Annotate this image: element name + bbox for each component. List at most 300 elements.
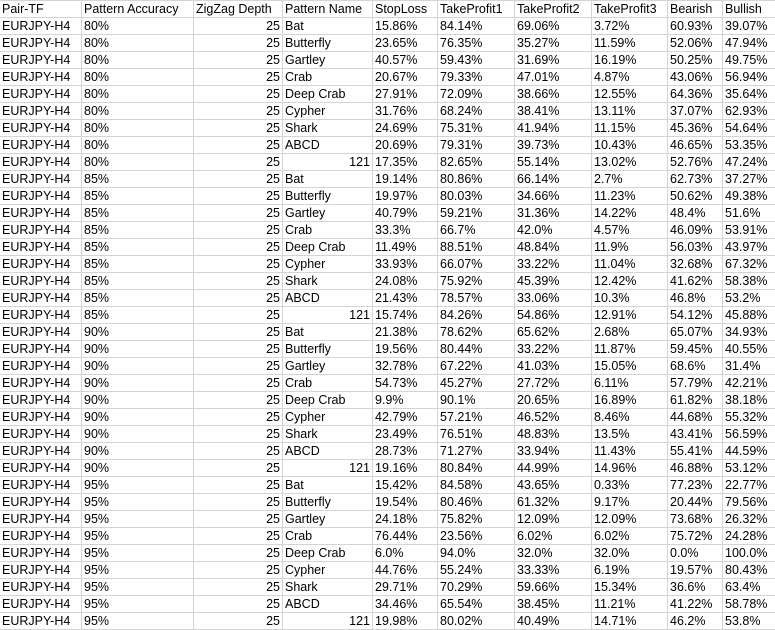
cell-bearish[interactable]: 41.22% bbox=[668, 596, 723, 613]
cell-takeprofit2[interactable]: 31.69% bbox=[515, 52, 592, 69]
cell-takeprofit1[interactable]: 75.92% bbox=[438, 273, 515, 290]
cell-bearish[interactable]: 60.93% bbox=[668, 18, 723, 35]
cell-pair-tf[interactable]: EURJPY-H4 bbox=[0, 426, 82, 443]
cell-pair-tf[interactable]: EURJPY-H4 bbox=[0, 256, 82, 273]
cell-pattern-accuracy[interactable]: 80% bbox=[82, 103, 194, 120]
cell-takeprofit2[interactable]: 48.83% bbox=[515, 426, 592, 443]
cell-takeprofit2[interactable]: 38.41% bbox=[515, 103, 592, 120]
cell-pair-tf[interactable]: EURJPY-H4 bbox=[0, 358, 82, 375]
cell-pattern-accuracy[interactable]: 95% bbox=[82, 613, 194, 630]
cell-takeprofit3[interactable]: 12.91% bbox=[592, 307, 668, 324]
cell-takeprofit1[interactable]: 59.43% bbox=[438, 52, 515, 69]
cell-takeprofit3[interactable]: 4.87% bbox=[592, 69, 668, 86]
cell-bullish[interactable]: 26.32% bbox=[723, 511, 775, 528]
cell-pattern-name[interactable]: Butterfly bbox=[283, 494, 373, 511]
cell-bullish[interactable]: 24.28% bbox=[723, 528, 775, 545]
cell-takeprofit1[interactable]: 70.29% bbox=[438, 579, 515, 596]
cell-bearish[interactable]: 46.2% bbox=[668, 613, 723, 630]
cell-zigzag-depth[interactable]: 25 bbox=[194, 307, 283, 324]
cell-pattern-name[interactable]: Bat bbox=[283, 477, 373, 494]
cell-takeprofit3[interactable]: 10.43% bbox=[592, 137, 668, 154]
cell-pattern-accuracy[interactable]: 95% bbox=[82, 596, 194, 613]
cell-pair-tf[interactable]: EURJPY-H4 bbox=[0, 409, 82, 426]
cell-takeprofit2[interactable]: 41.03% bbox=[515, 358, 592, 375]
cell-pattern-name[interactable]: Bat bbox=[283, 324, 373, 341]
cell-pattern-name[interactable]: Deep Crab bbox=[283, 545, 373, 562]
cell-bullish[interactable]: 51.6% bbox=[723, 205, 775, 222]
cell-takeprofit2[interactable]: 33.06% bbox=[515, 290, 592, 307]
cell-bullish[interactable]: 53.91% bbox=[723, 222, 775, 239]
cell-takeprofit3[interactable]: 15.34% bbox=[592, 579, 668, 596]
cell-bullish[interactable]: 63.4% bbox=[723, 579, 775, 596]
cell-pattern-accuracy[interactable]: 80% bbox=[82, 35, 194, 52]
cell-takeprofit3[interactable]: 12.09% bbox=[592, 511, 668, 528]
cell-takeprofit2[interactable]: 48.84% bbox=[515, 239, 592, 256]
cell-bullish[interactable]: 67.32% bbox=[723, 256, 775, 273]
cell-takeprofit3[interactable]: 16.89% bbox=[592, 392, 668, 409]
cell-takeprofit3[interactable]: 13.11% bbox=[592, 103, 668, 120]
cell-stoploss[interactable]: 24.18% bbox=[373, 511, 438, 528]
header-cell-bullish[interactable]: Bullish bbox=[723, 1, 775, 18]
cell-pattern-name[interactable]: Cypher bbox=[283, 409, 373, 426]
cell-bullish[interactable]: 53.35% bbox=[723, 137, 775, 154]
cell-stoploss[interactable]: 20.67% bbox=[373, 69, 438, 86]
cell-pattern-name[interactable]: 121 bbox=[283, 460, 373, 477]
cell-bullish[interactable]: 42.21% bbox=[723, 375, 775, 392]
cell-takeprofit1[interactable]: 65.54% bbox=[438, 596, 515, 613]
cell-stoploss[interactable]: 44.76% bbox=[373, 562, 438, 579]
cell-takeprofit2[interactable]: 41.94% bbox=[515, 120, 592, 137]
cell-pattern-accuracy[interactable]: 95% bbox=[82, 511, 194, 528]
cell-stoploss[interactable]: 23.65% bbox=[373, 35, 438, 52]
cell-takeprofit3[interactable]: 11.87% bbox=[592, 341, 668, 358]
cell-pair-tf[interactable]: EURJPY-H4 bbox=[0, 103, 82, 120]
cell-pattern-name[interactable]: ABCD bbox=[283, 596, 373, 613]
cell-pair-tf[interactable]: EURJPY-H4 bbox=[0, 52, 82, 69]
cell-bearish[interactable]: 50.62% bbox=[668, 188, 723, 205]
cell-takeprofit1[interactable]: 78.62% bbox=[438, 324, 515, 341]
cell-takeprofit1[interactable]: 80.03% bbox=[438, 188, 515, 205]
cell-pattern-accuracy[interactable]: 90% bbox=[82, 392, 194, 409]
cell-takeprofit2[interactable]: 46.52% bbox=[515, 409, 592, 426]
cell-takeprofit1[interactable]: 80.02% bbox=[438, 613, 515, 630]
cell-takeprofit2[interactable]: 27.72% bbox=[515, 375, 592, 392]
cell-pair-tf[interactable]: EURJPY-H4 bbox=[0, 392, 82, 409]
cell-bullish[interactable]: 35.64% bbox=[723, 86, 775, 103]
cell-zigzag-depth[interactable]: 25 bbox=[194, 613, 283, 630]
cell-stoploss[interactable]: 27.91% bbox=[373, 86, 438, 103]
cell-takeprofit2[interactable]: 31.36% bbox=[515, 205, 592, 222]
cell-bearish[interactable]: 44.68% bbox=[668, 409, 723, 426]
cell-bearish[interactable]: 77.23% bbox=[668, 477, 723, 494]
cell-pair-tf[interactable]: EURJPY-H4 bbox=[0, 273, 82, 290]
cell-pattern-name[interactable]: Cypher bbox=[283, 103, 373, 120]
cell-bullish[interactable]: 31.4% bbox=[723, 358, 775, 375]
cell-stoploss[interactable]: 19.14% bbox=[373, 171, 438, 188]
cell-pair-tf[interactable]: EURJPY-H4 bbox=[0, 137, 82, 154]
cell-stoploss[interactable]: 32.78% bbox=[373, 358, 438, 375]
cell-takeprofit1[interactable]: 55.24% bbox=[438, 562, 515, 579]
cell-takeprofit3[interactable]: 15.05% bbox=[592, 358, 668, 375]
cell-takeprofit2[interactable]: 47.01% bbox=[515, 69, 592, 86]
cell-takeprofit3[interactable]: 0.33% bbox=[592, 477, 668, 494]
cell-pattern-accuracy[interactable]: 95% bbox=[82, 528, 194, 545]
cell-bullish[interactable]: 49.38% bbox=[723, 188, 775, 205]
cell-takeprofit3[interactable]: 13.02% bbox=[592, 154, 668, 171]
cell-pattern-accuracy[interactable]: 85% bbox=[82, 290, 194, 307]
cell-pair-tf[interactable]: EURJPY-H4 bbox=[0, 120, 82, 137]
cell-bullish[interactable]: 56.59% bbox=[723, 426, 775, 443]
cell-takeprofit2[interactable]: 12.09% bbox=[515, 511, 592, 528]
cell-pair-tf[interactable]: EURJPY-H4 bbox=[0, 562, 82, 579]
cell-bullish[interactable]: 80.43% bbox=[723, 562, 775, 579]
cell-bullish[interactable]: 53.2% bbox=[723, 290, 775, 307]
cell-bearish[interactable]: 36.6% bbox=[668, 579, 723, 596]
cell-takeprofit1[interactable]: 66.7% bbox=[438, 222, 515, 239]
cell-bullish[interactable]: 44.59% bbox=[723, 443, 775, 460]
cell-pattern-name[interactable]: Gartley bbox=[283, 205, 373, 222]
cell-bullish[interactable]: 22.77% bbox=[723, 477, 775, 494]
cell-bearish[interactable]: 48.4% bbox=[668, 205, 723, 222]
header-cell-takeprofit2[interactable]: TakeProfit2 bbox=[515, 1, 592, 18]
header-cell-stoploss[interactable]: StopLoss bbox=[373, 1, 438, 18]
cell-takeprofit1[interactable]: 90.1% bbox=[438, 392, 515, 409]
cell-pattern-accuracy[interactable]: 80% bbox=[82, 86, 194, 103]
cell-zigzag-depth[interactable]: 25 bbox=[194, 52, 283, 69]
cell-takeprofit1[interactable]: 84.58% bbox=[438, 477, 515, 494]
cell-takeprofit1[interactable]: 76.51% bbox=[438, 426, 515, 443]
cell-pair-tf[interactable]: EURJPY-H4 bbox=[0, 545, 82, 562]
cell-zigzag-depth[interactable]: 25 bbox=[194, 273, 283, 290]
cell-bearish[interactable]: 41.62% bbox=[668, 273, 723, 290]
cell-pattern-accuracy[interactable]: 85% bbox=[82, 188, 194, 205]
cell-bearish[interactable]: 75.72% bbox=[668, 528, 723, 545]
cell-pair-tf[interactable]: EURJPY-H4 bbox=[0, 528, 82, 545]
cell-zigzag-depth[interactable]: 25 bbox=[194, 86, 283, 103]
cell-bullish[interactable]: 54.64% bbox=[723, 120, 775, 137]
cell-pair-tf[interactable]: EURJPY-H4 bbox=[0, 35, 82, 52]
cell-takeprofit3[interactable]: 13.5% bbox=[592, 426, 668, 443]
cell-takeprofit2[interactable]: 20.65% bbox=[515, 392, 592, 409]
cell-pattern-name[interactable]: Crab bbox=[283, 528, 373, 545]
header-cell-pair-tf[interactable]: Pair-TF bbox=[0, 1, 82, 18]
cell-zigzag-depth[interactable]: 25 bbox=[194, 341, 283, 358]
cell-takeprofit3[interactable]: 11.59% bbox=[592, 35, 668, 52]
header-cell-pattern-name[interactable]: Pattern Name bbox=[283, 1, 373, 18]
cell-bullish[interactable]: 45.88% bbox=[723, 307, 775, 324]
cell-takeprofit1[interactable]: 80.44% bbox=[438, 341, 515, 358]
cell-bearish[interactable]: 46.65% bbox=[668, 137, 723, 154]
cell-takeprofit2[interactable]: 55.14% bbox=[515, 154, 592, 171]
cell-takeprofit3[interactable]: 12.42% bbox=[592, 273, 668, 290]
cell-pattern-name[interactable]: Deep Crab bbox=[283, 86, 373, 103]
cell-pair-tf[interactable]: EURJPY-H4 bbox=[0, 205, 82, 222]
cell-takeprofit2[interactable]: 33.22% bbox=[515, 341, 592, 358]
cell-takeprofit3[interactable]: 4.57% bbox=[592, 222, 668, 239]
cell-pattern-name[interactable]: Shark bbox=[283, 426, 373, 443]
cell-takeprofit1[interactable]: 23.56% bbox=[438, 528, 515, 545]
cell-takeprofit1[interactable]: 94.0% bbox=[438, 545, 515, 562]
cell-takeprofit2[interactable]: 38.66% bbox=[515, 86, 592, 103]
cell-zigzag-depth[interactable]: 25 bbox=[194, 494, 283, 511]
cell-stoploss[interactable]: 21.43% bbox=[373, 290, 438, 307]
cell-pattern-accuracy[interactable]: 90% bbox=[82, 324, 194, 341]
cell-takeprofit1[interactable]: 68.24% bbox=[438, 103, 515, 120]
cell-pair-tf[interactable]: EURJPY-H4 bbox=[0, 511, 82, 528]
header-cell-zigzag-depth[interactable]: ZigZag Depth bbox=[194, 1, 283, 18]
cell-pair-tf[interactable]: EURJPY-H4 bbox=[0, 222, 82, 239]
cell-pattern-name[interactable]: Bat bbox=[283, 171, 373, 188]
cell-zigzag-depth[interactable]: 25 bbox=[194, 443, 283, 460]
cell-bullish[interactable]: 53.12% bbox=[723, 460, 775, 477]
cell-pattern-name[interactable]: Cypher bbox=[283, 562, 373, 579]
cell-takeprofit3[interactable]: 11.04% bbox=[592, 256, 668, 273]
cell-bearish[interactable]: 55.41% bbox=[668, 443, 723, 460]
cell-bearish[interactable]: 43.06% bbox=[668, 69, 723, 86]
cell-bearish[interactable]: 56.03% bbox=[668, 239, 723, 256]
cell-pattern-accuracy[interactable]: 85% bbox=[82, 256, 194, 273]
cell-pattern-name[interactable]: 121 bbox=[283, 154, 373, 171]
cell-bearish[interactable]: 20.44% bbox=[668, 494, 723, 511]
cell-stoploss[interactable]: 33.93% bbox=[373, 256, 438, 273]
cell-stoploss[interactable]: 15.74% bbox=[373, 307, 438, 324]
cell-pattern-name[interactable]: Gartley bbox=[283, 358, 373, 375]
cell-takeprofit2[interactable]: 65.62% bbox=[515, 324, 592, 341]
cell-bearish[interactable]: 50.25% bbox=[668, 52, 723, 69]
cell-stoploss[interactable]: 76.44% bbox=[373, 528, 438, 545]
header-cell-takeprofit3[interactable]: TakeProfit3 bbox=[592, 1, 668, 18]
cell-takeprofit2[interactable]: 43.65% bbox=[515, 477, 592, 494]
cell-pattern-accuracy[interactable]: 85% bbox=[82, 171, 194, 188]
cell-zigzag-depth[interactable]: 25 bbox=[194, 35, 283, 52]
cell-takeprofit3[interactable]: 10.3% bbox=[592, 290, 668, 307]
cell-bullish[interactable]: 34.93% bbox=[723, 324, 775, 341]
cell-zigzag-depth[interactable]: 25 bbox=[194, 239, 283, 256]
cell-pattern-name[interactable]: Bat bbox=[283, 18, 373, 35]
cell-bearish[interactable]: 52.76% bbox=[668, 154, 723, 171]
cell-bullish[interactable]: 47.94% bbox=[723, 35, 775, 52]
cell-bearish[interactable]: 46.09% bbox=[668, 222, 723, 239]
cell-pattern-name[interactable]: ABCD bbox=[283, 443, 373, 460]
cell-pattern-accuracy[interactable]: 85% bbox=[82, 205, 194, 222]
cell-pattern-name[interactable]: Cypher bbox=[283, 256, 373, 273]
cell-takeprofit2[interactable]: 45.39% bbox=[515, 273, 592, 290]
cell-takeprofit1[interactable]: 71.27% bbox=[438, 443, 515, 460]
cell-pattern-accuracy[interactable]: 80% bbox=[82, 154, 194, 171]
cell-takeprofit3[interactable]: 11.9% bbox=[592, 239, 668, 256]
cell-stoploss[interactable]: 19.98% bbox=[373, 613, 438, 630]
cell-pattern-accuracy[interactable]: 80% bbox=[82, 69, 194, 86]
cell-takeprofit1[interactable]: 72.09% bbox=[438, 86, 515, 103]
cell-pattern-name[interactable]: Butterfly bbox=[283, 35, 373, 52]
cell-bullish[interactable]: 58.78% bbox=[723, 596, 775, 613]
cell-bearish[interactable]: 57.79% bbox=[668, 375, 723, 392]
cell-pair-tf[interactable]: EURJPY-H4 bbox=[0, 460, 82, 477]
cell-takeprofit1[interactable]: 67.22% bbox=[438, 358, 515, 375]
cell-zigzag-depth[interactable]: 25 bbox=[194, 579, 283, 596]
cell-pattern-name[interactable]: Shark bbox=[283, 120, 373, 137]
cell-pattern-name[interactable]: Butterfly bbox=[283, 188, 373, 205]
cell-takeprofit3[interactable]: 11.15% bbox=[592, 120, 668, 137]
cell-takeprofit1[interactable]: 80.84% bbox=[438, 460, 515, 477]
cell-bearish[interactable]: 0.0% bbox=[668, 545, 723, 562]
cell-pattern-name[interactable]: 121 bbox=[283, 307, 373, 324]
cell-stoploss[interactable]: 54.73% bbox=[373, 375, 438, 392]
cell-takeprofit2[interactable]: 32.0% bbox=[515, 545, 592, 562]
cell-zigzag-depth[interactable]: 25 bbox=[194, 69, 283, 86]
cell-stoploss[interactable]: 11.49% bbox=[373, 239, 438, 256]
cell-bearish[interactable]: 52.06% bbox=[668, 35, 723, 52]
cell-zigzag-depth[interactable]: 25 bbox=[194, 426, 283, 443]
cell-takeprofit2[interactable]: 35.27% bbox=[515, 35, 592, 52]
cell-pair-tf[interactable]: EURJPY-H4 bbox=[0, 613, 82, 630]
cell-bullish[interactable]: 55.32% bbox=[723, 409, 775, 426]
cell-bearish[interactable]: 32.68% bbox=[668, 256, 723, 273]
cell-takeprofit1[interactable]: 57.21% bbox=[438, 409, 515, 426]
cell-stoploss[interactable]: 9.9% bbox=[373, 392, 438, 409]
cell-pattern-name[interactable]: Gartley bbox=[283, 511, 373, 528]
cell-pattern-accuracy[interactable]: 80% bbox=[82, 18, 194, 35]
cell-bearish[interactable]: 54.12% bbox=[668, 307, 723, 324]
cell-stoploss[interactable]: 34.46% bbox=[373, 596, 438, 613]
cell-takeprofit1[interactable]: 75.31% bbox=[438, 120, 515, 137]
cell-takeprofit1[interactable]: 79.31% bbox=[438, 137, 515, 154]
cell-pair-tf[interactable]: EURJPY-H4 bbox=[0, 324, 82, 341]
cell-zigzag-depth[interactable]: 25 bbox=[194, 222, 283, 239]
cell-zigzag-depth[interactable]: 25 bbox=[194, 154, 283, 171]
cell-takeprofit3[interactable]: 14.71% bbox=[592, 613, 668, 630]
cell-pattern-name[interactable]: Deep Crab bbox=[283, 239, 373, 256]
cell-takeprofit1[interactable]: 84.26% bbox=[438, 307, 515, 324]
cell-pattern-accuracy[interactable]: 85% bbox=[82, 239, 194, 256]
cell-stoploss[interactable]: 40.79% bbox=[373, 205, 438, 222]
cell-bullish[interactable]: 56.94% bbox=[723, 69, 775, 86]
cell-stoploss[interactable]: 40.57% bbox=[373, 52, 438, 69]
cell-zigzag-depth[interactable]: 25 bbox=[194, 545, 283, 562]
cell-bearish[interactable]: 61.82% bbox=[668, 392, 723, 409]
cell-zigzag-depth[interactable]: 25 bbox=[194, 103, 283, 120]
cell-pair-tf[interactable]: EURJPY-H4 bbox=[0, 494, 82, 511]
cell-takeprofit3[interactable]: 6.19% bbox=[592, 562, 668, 579]
cell-stoploss[interactable]: 24.69% bbox=[373, 120, 438, 137]
cell-takeprofit3[interactable]: 11.43% bbox=[592, 443, 668, 460]
cell-bearish[interactable]: 65.07% bbox=[668, 324, 723, 341]
cell-bearish[interactable]: 62.73% bbox=[668, 171, 723, 188]
cell-pattern-name[interactable]: Butterfly bbox=[283, 341, 373, 358]
cell-pattern-accuracy[interactable]: 95% bbox=[82, 545, 194, 562]
cell-takeprofit1[interactable]: 75.82% bbox=[438, 511, 515, 528]
cell-bullish[interactable]: 53.8% bbox=[723, 613, 775, 630]
cell-pattern-accuracy[interactable]: 95% bbox=[82, 579, 194, 596]
cell-pair-tf[interactable]: EURJPY-H4 bbox=[0, 239, 82, 256]
cell-pair-tf[interactable]: EURJPY-H4 bbox=[0, 86, 82, 103]
cell-pattern-accuracy[interactable]: 85% bbox=[82, 222, 194, 239]
cell-takeprofit2[interactable]: 44.99% bbox=[515, 460, 592, 477]
cell-bearish[interactable]: 46.88% bbox=[668, 460, 723, 477]
cell-takeprofit1[interactable]: 82.65% bbox=[438, 154, 515, 171]
cell-pattern-accuracy[interactable]: 95% bbox=[82, 494, 194, 511]
cell-pair-tf[interactable]: EURJPY-H4 bbox=[0, 443, 82, 460]
cell-takeprofit3[interactable]: 8.46% bbox=[592, 409, 668, 426]
cell-bearish[interactable]: 37.07% bbox=[668, 103, 723, 120]
cell-pattern-name[interactable]: Crab bbox=[283, 69, 373, 86]
cell-zigzag-depth[interactable]: 25 bbox=[194, 290, 283, 307]
cell-pattern-accuracy[interactable]: 95% bbox=[82, 477, 194, 494]
cell-takeprofit1[interactable]: 79.33% bbox=[438, 69, 515, 86]
cell-stoploss[interactable]: 15.86% bbox=[373, 18, 438, 35]
cell-stoploss[interactable]: 33.3% bbox=[373, 222, 438, 239]
cell-takeprofit2[interactable]: 33.33% bbox=[515, 562, 592, 579]
cell-pair-tf[interactable]: EURJPY-H4 bbox=[0, 375, 82, 392]
cell-takeprofit3[interactable]: 14.22% bbox=[592, 205, 668, 222]
cell-pair-tf[interactable]: EURJPY-H4 bbox=[0, 69, 82, 86]
cell-bullish[interactable]: 79.56% bbox=[723, 494, 775, 511]
cell-bullish[interactable]: 49.75% bbox=[723, 52, 775, 69]
cell-zigzag-depth[interactable]: 25 bbox=[194, 188, 283, 205]
cell-stoploss[interactable]: 19.56% bbox=[373, 341, 438, 358]
cell-takeprofit2[interactable]: 66.14% bbox=[515, 171, 592, 188]
cell-takeprofit2[interactable]: 6.02% bbox=[515, 528, 592, 545]
cell-pattern-name[interactable]: Crab bbox=[283, 375, 373, 392]
cell-takeprofit1[interactable]: 66.07% bbox=[438, 256, 515, 273]
header-cell-takeprofit1[interactable]: TakeProfit1 bbox=[438, 1, 515, 18]
cell-takeprofit2[interactable]: 54.86% bbox=[515, 307, 592, 324]
cell-pair-tf[interactable]: EURJPY-H4 bbox=[0, 477, 82, 494]
cell-pattern-accuracy[interactable]: 90% bbox=[82, 341, 194, 358]
cell-pair-tf[interactable]: EURJPY-H4 bbox=[0, 290, 82, 307]
cell-pair-tf[interactable]: EURJPY-H4 bbox=[0, 154, 82, 171]
cell-zigzag-depth[interactable]: 25 bbox=[194, 137, 283, 154]
cell-takeprofit1[interactable]: 45.27% bbox=[438, 375, 515, 392]
cell-bullish[interactable]: 100.0% bbox=[723, 545, 775, 562]
cell-pattern-name[interactable]: Gartley bbox=[283, 52, 373, 69]
cell-takeprofit2[interactable]: 33.94% bbox=[515, 443, 592, 460]
cell-takeprofit3[interactable]: 2.68% bbox=[592, 324, 668, 341]
cell-zigzag-depth[interactable]: 25 bbox=[194, 511, 283, 528]
cell-bullish[interactable]: 58.38% bbox=[723, 273, 775, 290]
cell-pattern-accuracy[interactable]: 90% bbox=[82, 375, 194, 392]
cell-bullish[interactable]: 40.55% bbox=[723, 341, 775, 358]
cell-pattern-accuracy[interactable]: 85% bbox=[82, 307, 194, 324]
cell-stoploss[interactable]: 19.16% bbox=[373, 460, 438, 477]
cell-takeprofit3[interactable]: 6.11% bbox=[592, 375, 668, 392]
cell-zigzag-depth[interactable]: 25 bbox=[194, 528, 283, 545]
cell-takeprofit3[interactable]: 3.72% bbox=[592, 18, 668, 35]
cell-pattern-accuracy[interactable]: 80% bbox=[82, 52, 194, 69]
cell-stoploss[interactable]: 19.54% bbox=[373, 494, 438, 511]
cell-takeprofit3[interactable]: 6.02% bbox=[592, 528, 668, 545]
cell-takeprofit1[interactable]: 80.46% bbox=[438, 494, 515, 511]
cell-bearish[interactable]: 43.41% bbox=[668, 426, 723, 443]
cell-stoploss[interactable]: 24.08% bbox=[373, 273, 438, 290]
cell-pattern-accuracy[interactable]: 90% bbox=[82, 358, 194, 375]
cell-takeprofit2[interactable]: 69.06% bbox=[515, 18, 592, 35]
cell-takeprofit2[interactable]: 39.73% bbox=[515, 137, 592, 154]
cell-pattern-name[interactable]: Shark bbox=[283, 273, 373, 290]
cell-bearish[interactable]: 64.36% bbox=[668, 86, 723, 103]
cell-takeprofit3[interactable]: 2.7% bbox=[592, 171, 668, 188]
cell-stoploss[interactable]: 21.38% bbox=[373, 324, 438, 341]
cell-bullish[interactable]: 47.24% bbox=[723, 154, 775, 171]
cell-bearish[interactable]: 68.6% bbox=[668, 358, 723, 375]
cell-pattern-accuracy[interactable]: 80% bbox=[82, 120, 194, 137]
header-cell-bearish[interactable]: Bearish bbox=[668, 1, 723, 18]
cell-pattern-accuracy[interactable]: 90% bbox=[82, 460, 194, 477]
header-cell-pattern-accuracy[interactable]: Pattern Accuracy bbox=[82, 1, 194, 18]
cell-takeprofit3[interactable]: 32.0% bbox=[592, 545, 668, 562]
cell-pattern-name[interactable]: 121 bbox=[283, 613, 373, 630]
cell-bearish[interactable]: 73.68% bbox=[668, 511, 723, 528]
